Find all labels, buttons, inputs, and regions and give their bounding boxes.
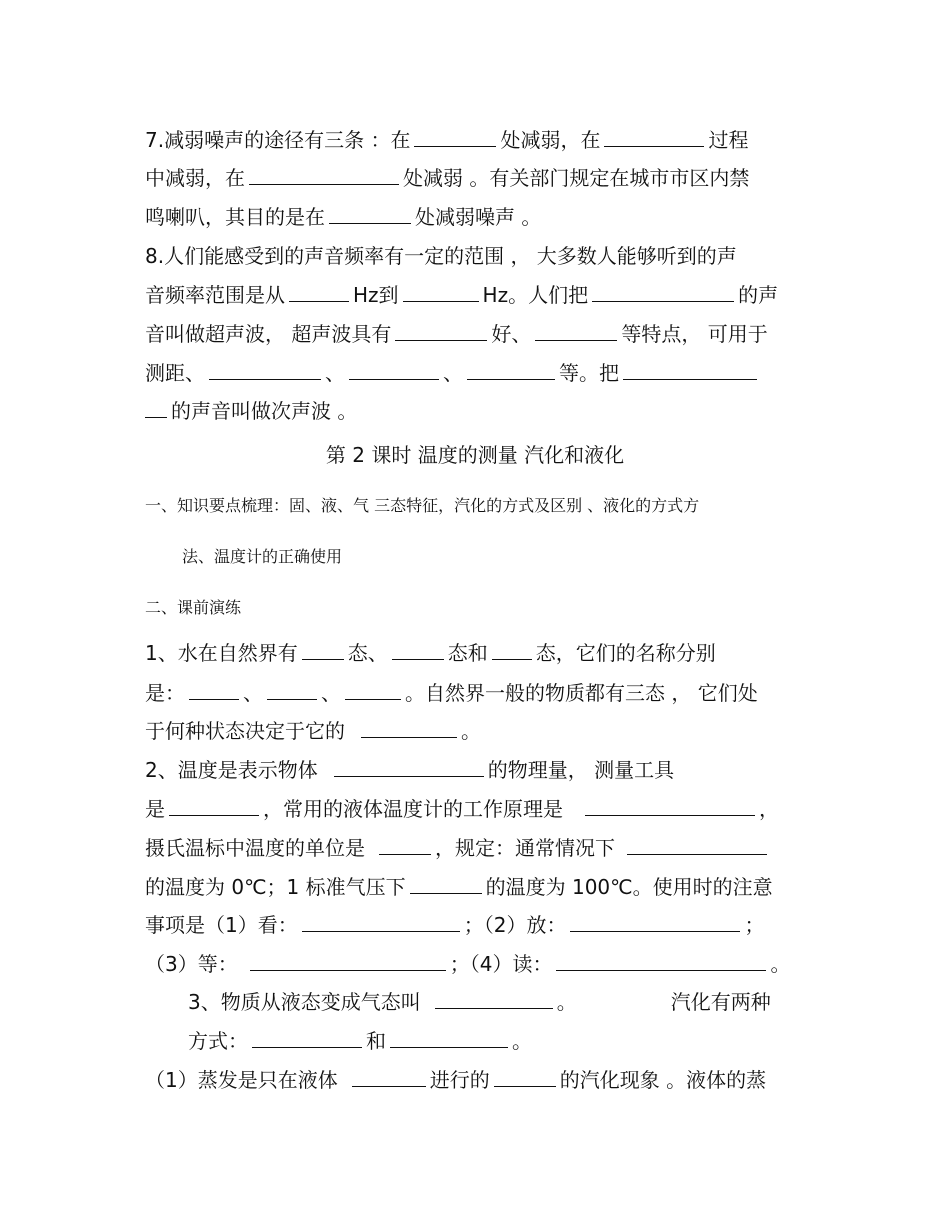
p2-line-5 (145, 912, 825, 938)
p1-line-2 (145, 680, 825, 706)
text: 。 (461, 719, 481, 743)
blank[interactable] (627, 836, 767, 855)
blank[interactable] (349, 361, 439, 380)
text: 等特点， 可用于 (621, 322, 768, 346)
blank[interactable] (390, 1029, 508, 1048)
p1-line-3 (145, 718, 825, 744)
section-1-line-1 (145, 495, 825, 517)
blank[interactable] (345, 681, 401, 700)
blank[interactable] (145, 399, 167, 418)
text: 1、水在自然界有 (145, 641, 298, 665)
text: 7.减弱噪声的途径有三条 ：在 (145, 128, 411, 152)
p2-line-1 (145, 757, 825, 783)
text: Hz。人们把 (482, 283, 589, 307)
blank[interactable] (189, 681, 239, 700)
text: 2、温度是表示物体 (145, 758, 318, 782)
text: （1）蒸发是只在液体 (145, 1068, 338, 1092)
blank[interactable] (250, 952, 446, 971)
text: 处减弱，在 (500, 128, 601, 152)
text: 的汽化现象 。液体的蒸 (559, 1068, 767, 1092)
p2-line-4 (145, 874, 825, 900)
blank[interactable] (169, 797, 259, 816)
p2-line-3 (145, 835, 825, 861)
text: 音频率范围是从 (145, 283, 285, 307)
text: 汽化有两种 (670, 990, 771, 1014)
text: 8.人们能感受到的声音频率有一定的范围 ， 大多数人能够听到的声 (145, 244, 737, 268)
text: 是 (145, 797, 165, 821)
text: Hz到 (353, 283, 399, 307)
text: 。 (770, 952, 791, 976)
blank[interactable] (570, 913, 740, 932)
text: 态、 (347, 641, 388, 665)
text: 态，它们的名称分别 (535, 641, 716, 665)
q8-line-5 (145, 398, 825, 424)
blank[interactable] (329, 205, 411, 224)
text: 一、知识要点梳理：固、液、气 三态特征，汽化的方式及区别 、液化的方式方 (145, 496, 700, 515)
section-1-line-2 (182, 546, 862, 568)
text: 和 (366, 1029, 386, 1053)
p3-line-2 (188, 1028, 808, 1054)
text: 的物理量， 测量工具 (487, 758, 675, 782)
blank[interactable] (395, 322, 487, 341)
blank[interactable] (410, 875, 482, 894)
text: ；（2）放： (463, 913, 567, 937)
q7-line-3 (145, 204, 825, 230)
text: （3）等： (145, 952, 238, 976)
text: 过程 (708, 128, 749, 152)
blank[interactable] (435, 990, 553, 1009)
text: 态和 (447, 641, 488, 665)
text: 的声 (738, 283, 779, 307)
blank[interactable] (249, 166, 399, 185)
blank[interactable] (414, 128, 496, 147)
blank[interactable] (492, 641, 532, 660)
blank[interactable] (556, 952, 766, 971)
p2-line-6 (145, 951, 825, 977)
blank[interactable] (267, 681, 317, 700)
blank[interactable] (467, 361, 555, 380)
text: 处减弱 。有关部门规定在城市市区内禁 (403, 166, 750, 190)
text: 、 (321, 681, 341, 705)
text: 的温度为 0℃；1 标准气压下 (145, 875, 406, 899)
p3-1-line-1 (145, 1067, 825, 1093)
blank[interactable] (334, 758, 484, 777)
blank[interactable] (592, 283, 734, 302)
blank[interactable] (604, 128, 704, 147)
text: 法、温度计的正确使用 (182, 547, 343, 566)
text: ；（4）读： (449, 952, 553, 976)
text: 中减弱，在 (145, 166, 245, 190)
blank[interactable] (403, 283, 479, 302)
p1-line-1 (145, 640, 825, 666)
text: 测距、 (145, 361, 205, 385)
blank[interactable] (494, 1068, 556, 1087)
text: ，常用的液体温度计的工作原理是 (263, 797, 563, 821)
text: 等。把 (559, 361, 619, 385)
text: 、 (443, 361, 463, 385)
text: 音叫做超声波， 超声波具有 (145, 322, 392, 346)
blank[interactable] (289, 283, 349, 302)
blank[interactable] (585, 797, 755, 816)
text: ； (744, 913, 765, 937)
text: 、 (243, 681, 263, 705)
blank[interactable] (302, 913, 460, 932)
q8-line-3 (145, 321, 825, 347)
text: 进行的 (429, 1068, 490, 1092)
text: ， (759, 797, 779, 821)
text: 摄氏温标中温度的单位是 (145, 836, 365, 860)
text: 事项是（1）看： (145, 913, 298, 937)
text: ，规定：通常情况下 (435, 836, 615, 860)
blank[interactable] (379, 836, 431, 855)
text: 、 (325, 361, 345, 385)
text: 3、物质从液态变成气态叫 (188, 990, 421, 1014)
blank[interactable] (535, 322, 617, 341)
text: 。 (512, 1029, 532, 1053)
text: 鸣喇叭，其目的是在 (145, 205, 325, 229)
blank[interactable] (209, 361, 321, 380)
text: 方式： (188, 1029, 248, 1053)
blank[interactable] (302, 641, 344, 660)
text: 处减弱噪声 。 (415, 205, 542, 229)
text: 。自然界一般的物质都有三态 ， 它们处 (405, 681, 758, 705)
q7-line-1 (145, 127, 825, 153)
blank[interactable] (352, 1068, 426, 1087)
q8-line-2 (145, 282, 825, 308)
lesson-title: 第 2 课时 温度的测量 汽化和液化 (325, 443, 625, 467)
text: 好、 (491, 322, 532, 346)
blank[interactable] (252, 1029, 362, 1048)
text: 的温度为 100℃。使用时的注意 (485, 875, 773, 899)
p3-line-1 (188, 989, 808, 1015)
text: 于何种状态决定于它的 (145, 719, 345, 743)
q8-line-1 (145, 243, 825, 269)
q8-line-4 (145, 360, 825, 386)
q7-line-2 (145, 165, 825, 191)
p2-line-2 (145, 796, 825, 822)
text: 。 (556, 990, 577, 1014)
blank[interactable] (623, 361, 757, 380)
text: 是： (145, 681, 185, 705)
blank[interactable] (361, 719, 457, 738)
section-2-title: 二、课前演练 (145, 598, 242, 617)
text: 的声音叫做次声波 。 (171, 399, 358, 423)
blank[interactable] (392, 641, 444, 660)
